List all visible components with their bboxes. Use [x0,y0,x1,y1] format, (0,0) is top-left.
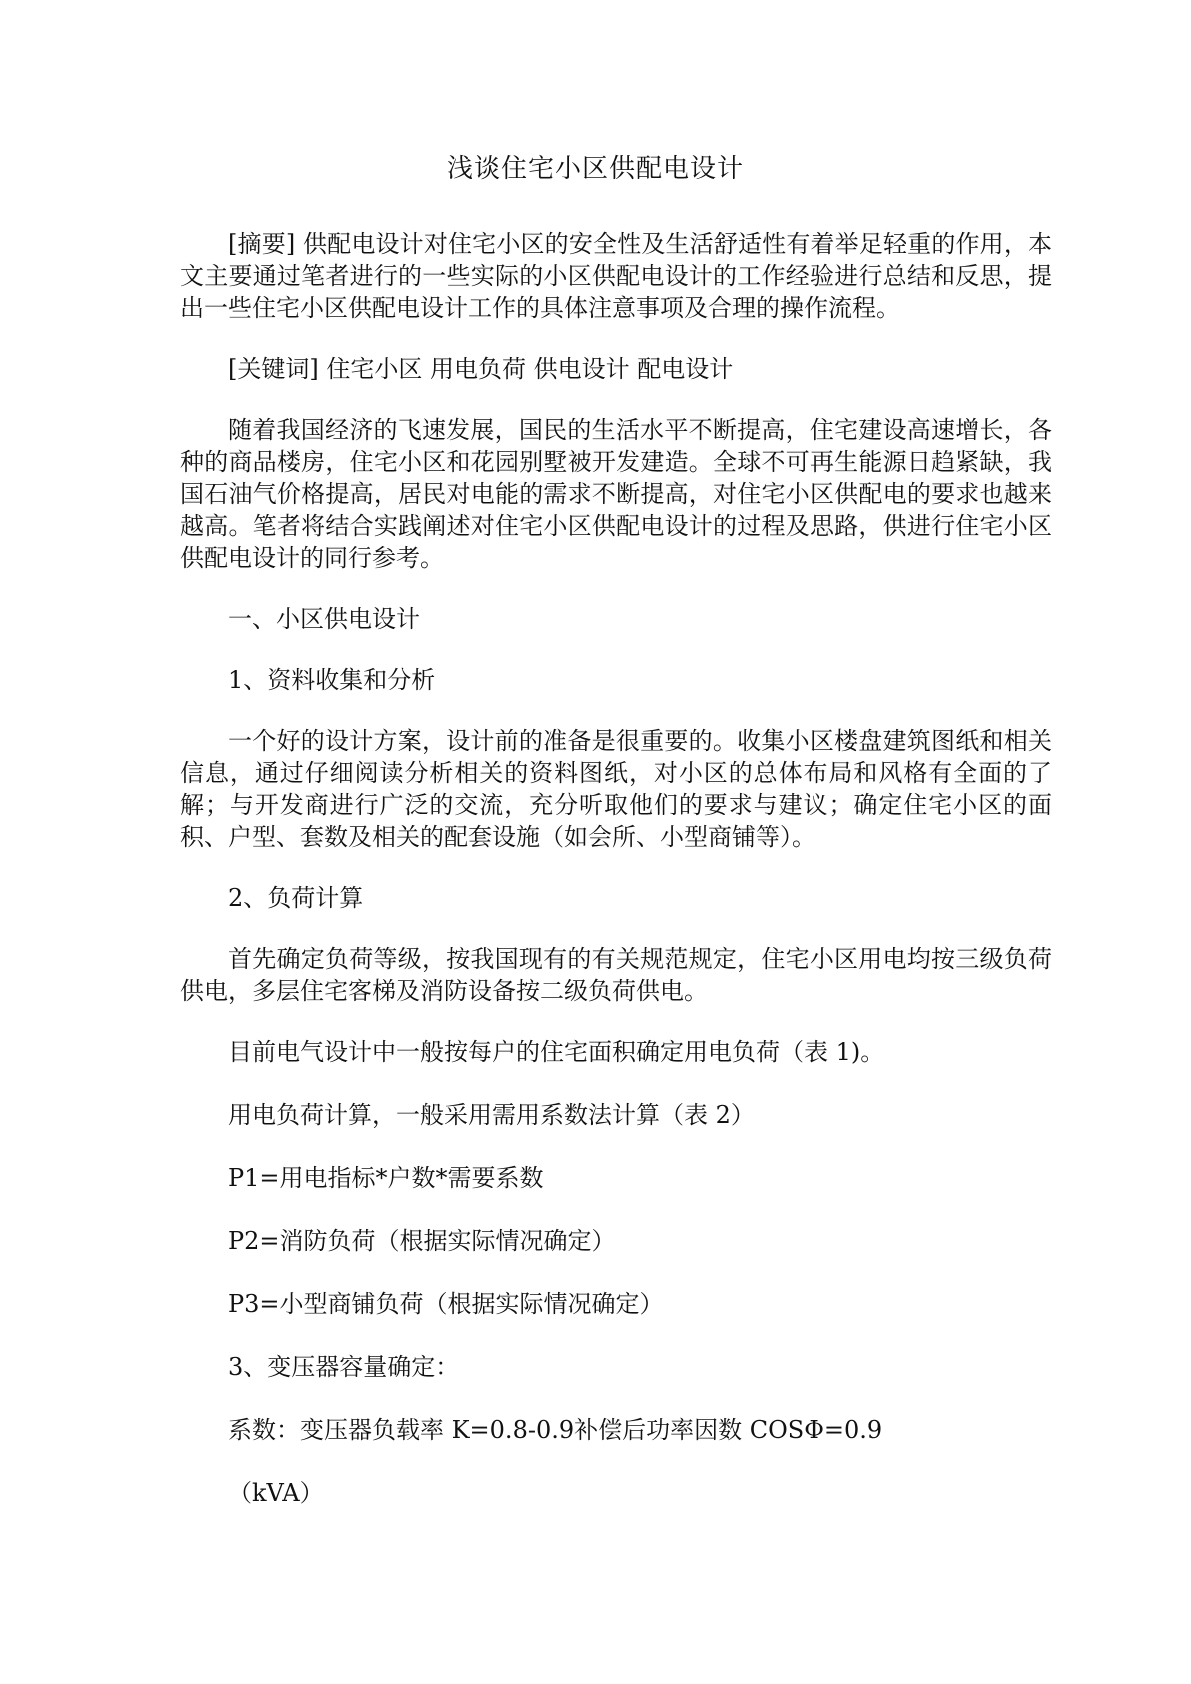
formula-line: 系数：变压器负载率 K=0.8-0.9补偿后功率因数 COSΦ=0.9 [228,1416,883,1444]
unit-line: （kVA） [228,1479,324,1507]
body-paragraph: 首先确定负荷等级，按我国现有的有关规范规定，住宅小区用电均按三级负荷供电，多层住宅客梯及消防设备按二级负荷供电。 [180,945,1052,1005]
abstract-paragraph: [摘要] 供配电设计对住宅小区的安全性及生活舒适性有着举足轻重的作用，本文主要通过笔者进行的一些实际的小区供配电设计的工作经验进行总结和反思，提出一些住宅小区供配电设计工作的具体注意事项及合理的操作流程。 [180,230,1052,322]
formula-line: P3=小型商铺负荷（根据实际情况确定） [228,1290,664,1318]
document-title: 浅谈住宅小区供配电设计 [446,154,744,184]
intro-paragraph: 随着我国经济的飞速发展，国民的生活水平不断提高，住宅建设高速增长，各种的商品楼房，住宅小区和花园别墅被开发建造。全球不可再生能源日趋紧缺，我国石油气价格提高，居民对电能的需求不断提高，对住宅小区供配电的要求也越来越高。笔者将结合实践阐述对住宅小区供配电设计的过程及思路，供进行住宅小区供配电设计的同行参考。 [180,416,1052,572]
body-paragraph: 目前电气设计中一般按每户的住宅面积确定用电负荷（表 1)。 [228,1038,885,1066]
body-paragraph: 一个好的设计方案，设计前的准备是很重要的。收集小区楼盘建筑图纸和相关信息，通过仔细阅读分析相关的资料图纸，对小区的总体布局和风格有全面的了解；与开发商进行广泛的交流，充分听取他们的要求与建议；确定住宅小区的面积、户型、套数及相关的配套设施（如会所、小型商铺等）。 [180,727,1052,851]
formula-line: P1=用电指标*户数*需要系数 [228,1164,544,1192]
formula-line: P2=消防负荷（根据实际情况确定） [228,1227,616,1255]
section-heading-1: 一、小区供电设计 [228,605,420,633]
subsection-heading-2: 2、负荷计算 [228,884,364,912]
document-body [180,228,1052,1540]
subsection-heading-3: 3、变压器容量确定： [228,1353,460,1381]
keywords-paragraph: [关键词] 住宅小区 用电负荷 供电设计 配电设计 [228,355,734,383]
body-paragraph: 用电负荷计算，一般采用需用系数法计算（表 2） [228,1101,755,1129]
subsection-heading-1: 1、资料收集和分析 [228,666,436,694]
